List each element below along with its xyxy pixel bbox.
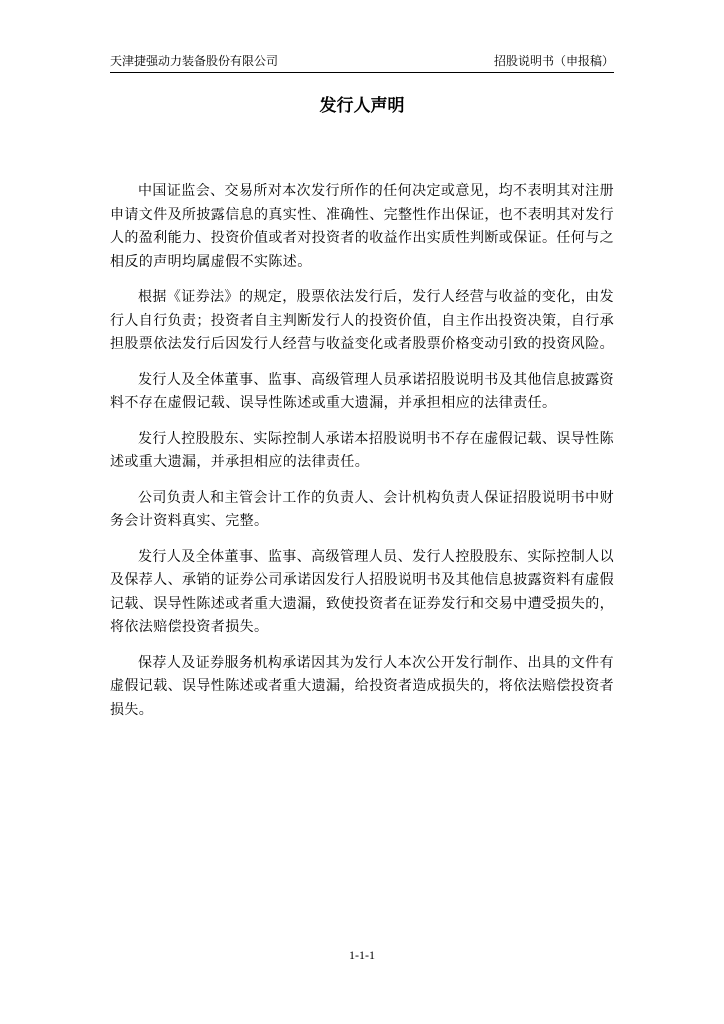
paragraph-4: 发行人控股股东、实际控制人承诺本招股说明书不存在虚假记载、误导性陈述或重大遗漏，并承担相应的法律责任。 <box>110 430 614 470</box>
paragraph-1: 中国证监会、交易所对本次发行所作的任何决定或意见，均不表明其对注册申请文件及所披露信息的真实性、准确性、完整性作出保证，也不表明其对发行人的盈利能力、投资价值或者对投资者的收益作出实质性判断或保证。任何与之相反的声明均属虚假不实陈述。 <box>110 183 614 270</box>
paragraph-6: 发行人及全体董事、监事、高级管理人员、发行人控股股东、实际控制人以及保荐人、承销的证券公司承诺因发行人招股说明书及其他信息披露资料有虚假记载、误导性陈述或者重大遗漏，致使投资者在证券发行和交易中遭受损失的，将依法赔偿投资者损失。 <box>110 548 614 635</box>
paragraph-2: 根据《证券法》的规定，股票依法发行后，发行人经营与收益的变化，由发行人自行负责；投资者自主判断发行人的投资价值，自主作出投资决策，自行承担股票依法发行后因发行人经营与收益变化或者股票价格变动引致的投资风险。 <box>110 289 614 352</box>
page-header <box>110 52 614 70</box>
header-company-name: 天津捷强动力装备股份有限公司 <box>110 54 279 68</box>
header-document-type: 招股说明书（申报稿） <box>493 54 614 68</box>
page-number: 1-1-1 <box>349 948 375 962</box>
paragraph-7: 保荐人及证券服务机构承诺因其为发行人本次公开发行制作、出具的文件有虚假记载、误导性陈述或者重大遗漏，给投资者造成损失的，将依法赔偿投资者损失。 <box>110 654 614 718</box>
declaration-body <box>110 180 614 734</box>
header-divider <box>110 72 614 73</box>
paragraph-5: 公司负责人和主管会计工作的负责人、会计机构负责人保证招股说明书中财务会计资料真实、完整。 <box>110 489 614 529</box>
page-title: 发行人声明 <box>319 96 405 116</box>
paragraph-3: 发行人及全体董事、监事、高级管理人员承诺招股说明书及其他信息披露资料不存在虚假记载、误导性陈述或重大遗漏，并承担相应的法律责任。 <box>110 371 614 411</box>
